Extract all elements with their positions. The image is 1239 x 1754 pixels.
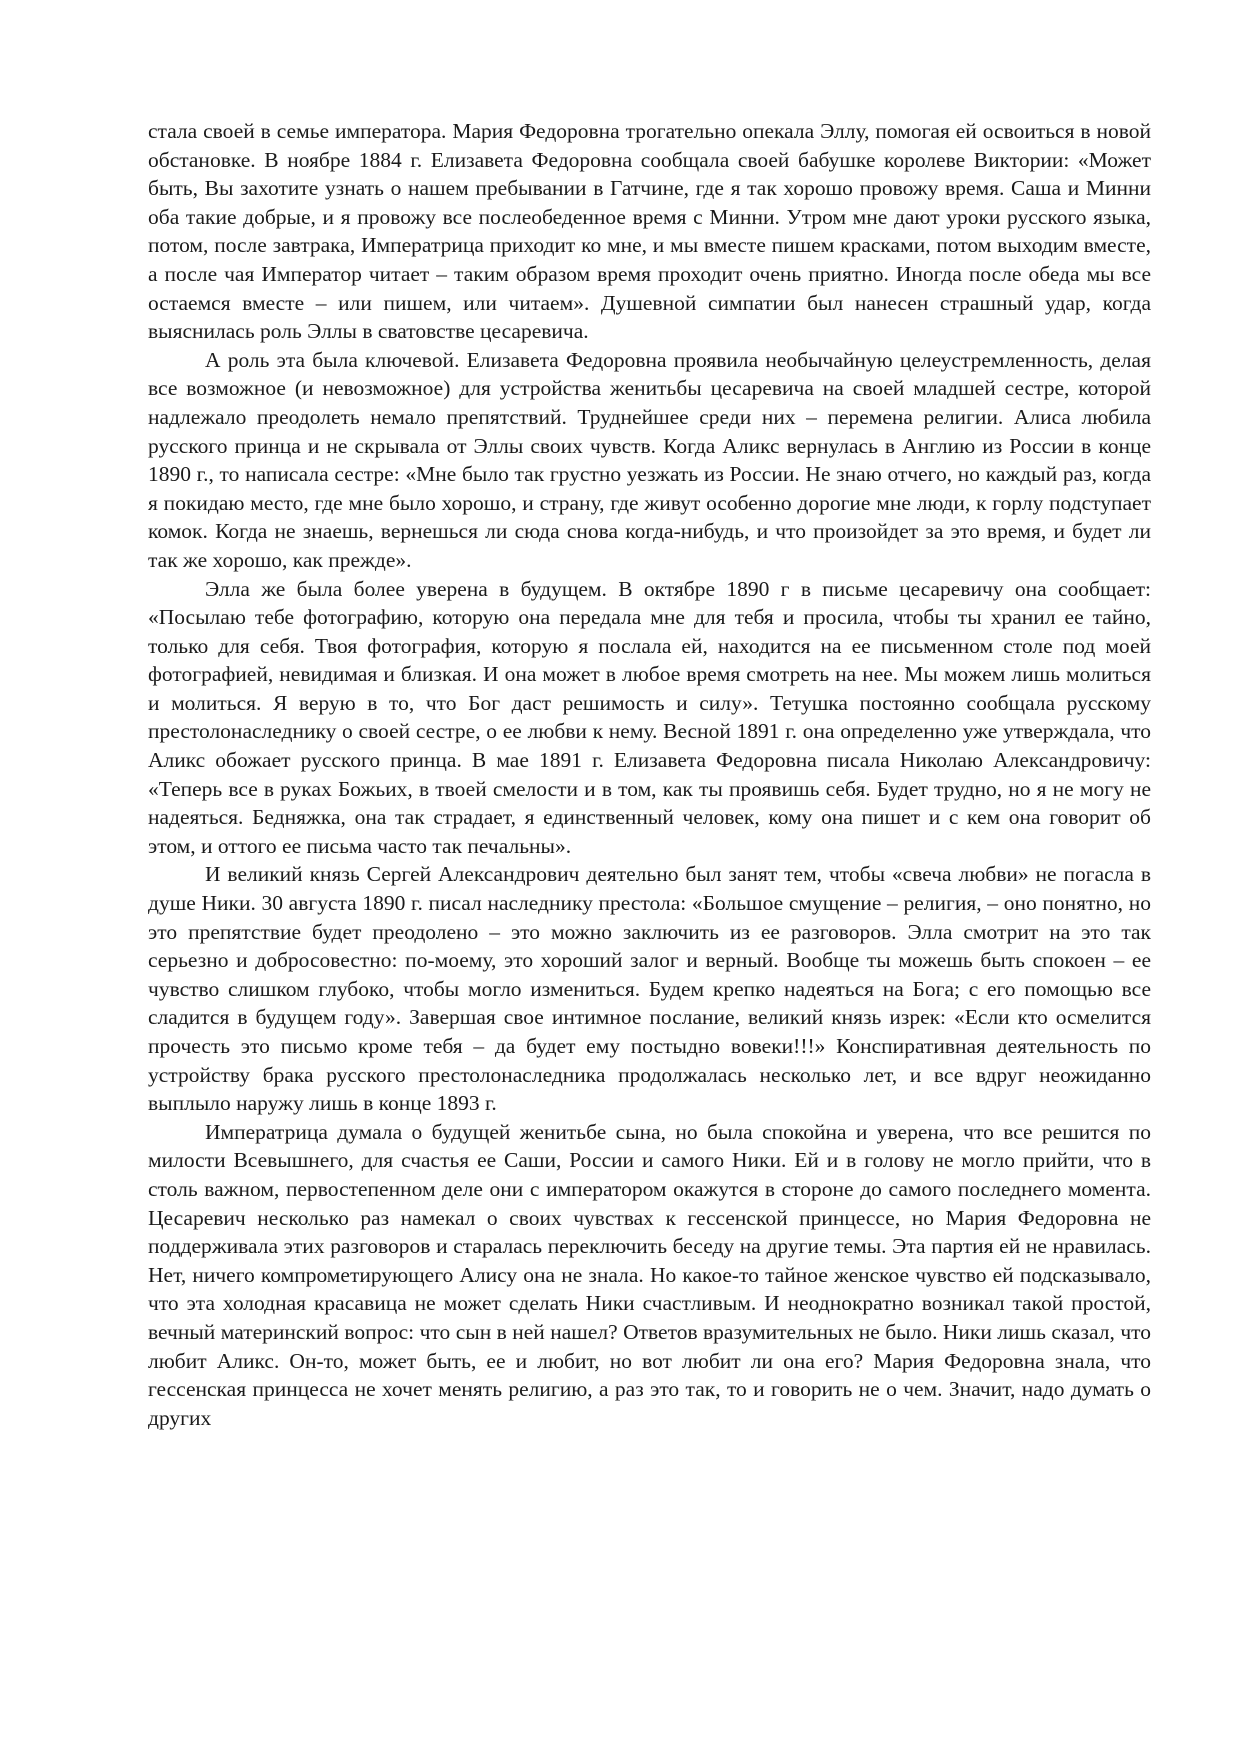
paragraph-3: Элла же была более уверена в будущем. В октябре 1890 г в письме цесаревичу она сообщает: «Посылаю тебе фотографию, которую она передала мне для тебя и просила, чтобы ты хранил ее тайно, только для себя. Твоя фотография, которую я послала ей, находится на ее письменном столе под моей фотографией, невидимая и близкая. И она может в любое время смотреть на нее. Мы можем лишь молиться и молиться. Я верую в то, что Бог даст решимость и силу». Тетушка постоянно сообщала русскому престолонаследнику о своей сестре, о ее любви к нему. Весной 1891 г. она определенно уже утверждала, что Аликс обожает русского принца. В мае 1891 г. Елизавета Федоровна писала Николаю Александровичу: «Теперь все в руках Божьих, в твоей смелости и в том, как ты проявишь себя. Будет трудно, но я не могу не надеяться. Бедняжка, она так страдает, я единственный человек, кому она пишет и с кем она говорит об этом, и оттого ее письма часто так печальны».	[148, 576, 1151, 858]
paragraph-4: И великий князь Сергей Александрович деятельно был занят тем, чтобы «свеча любви» не погасла в душе Ники. 30 августа 1890 г. писал наследнику престола: «Большое смущение – религия, – оно понятно, но это препятствие будет преодолено – это можно заключить из ее разговоров. Элла смотрит на это так серьезно и добросовестно: по-моему, это хороший залог и верный. Вообще ты можешь быть спокоен – ее чувство слишком глубоко, чтобы могло измениться. Будем крепко надеяться на Бога; с его помощью все сладится в будущем году». Завершая свое интимное послание, великий князь изрек: «Если кто осмелится прочесть это письмо кроме тебя – да будет ему постыдно вовеки!!!» Конспиративная деятельность по устройству брака русского престолонаследника продолжалась несколько лет, и все вдруг неожиданно выплыло наружу лишь в конце 1893 г.	[148, 862, 1151, 1116]
document-page	[148, 117, 1151, 1432]
paragraph-1: стала своей в семье императора. Мария Федоровна трогательно опекала Эллу, помогая ей освоиться в новой обстановке. В ноябре 1884 г. Елизавета Федоровна сообщала своей бабушке королеве Виктории: «Может быть, Вы захотите узнать о нашем пребывании в Гатчине, где я так хорошо провожу время. Саша и Минни оба такие добрые, и я провожу все послеобеденное время с Минни. Утром мне дают уроки русского языка, потом, после завтрака, Императрица приходит ко мне, и мы вместе пишем красками, потом выходим вместе, а после чая Император читает – таким образом время проходит очень приятно. Иногда после обеда мы все остаемся вместе – или пишем, или читаем». Душевной симпатии был нанесен страшный удар, когда выяснилась роль Эллы в сватовстве цесаревича.	[148, 119, 1151, 344]
paragraph-5: Императрица думала о будущей женитьбе сына, но была спокойна и уверена, что все решится по милости Всевышнего, для счастья ее Саши, России и самого Ники. Ей и в голову не могло прийти, что в столь важном, первостепенном деле они с императором окажутся в стороне до самого последнего момента. Цесаревич несколько раз намекал о своих чувствах к гессенской принцессе, но Мария Федоровна не поддерживала этих разговоров и старалась переключить беседу на другие темы. Эта партия ей не нравилась. Нет, ничего компрометирующего Алису она не знала. Но какое-то тайное женское чувство ей подсказывало, что эта холодная красавица не может сделать Ники счастливым. И неоднократно возникал такой простой, вечный материнский вопрос: что сын в ней нашел? Ответов вразумительных не было. Ники лишь сказал, что любит Аликс. Он-то, может быть, ее и любит, но вот любит ли она его? Мария Федоровна знала, что гессенская принцесса не хочет менять религию, а раз это так, то и говорить не о чем. Значит, надо думать о других	[148, 1119, 1151, 1430]
paragraph-2: А роль эта была ключевой. Елизавета Федоровна проявила необычайную целеустремленность, делая все возможное (и невозможное) для устройства женитьбы цесаревича на своей младшей сестре, которой надлежало преодолеть немало препятствий. Труднейшее среди них – перемена религии. Алиса любила русского принца и не скрывала от Эллы своих чувств. Когда Аликс вернулась в Англию из России в конце 1890 г., то написала сестре: «Мне было так грустно уезжать из России. Не знаю отчего, но каждый раз, когда я покидаю место, где мне было хорошо, и страну, где живут особенно дорогие мне люди, к горлу подступает комок. Когда не знаешь, вернешься ли сюда снова когда-нибудь, и что произойдет за это время, и будет ли так же хорошо, как прежде».	[148, 347, 1151, 572]
